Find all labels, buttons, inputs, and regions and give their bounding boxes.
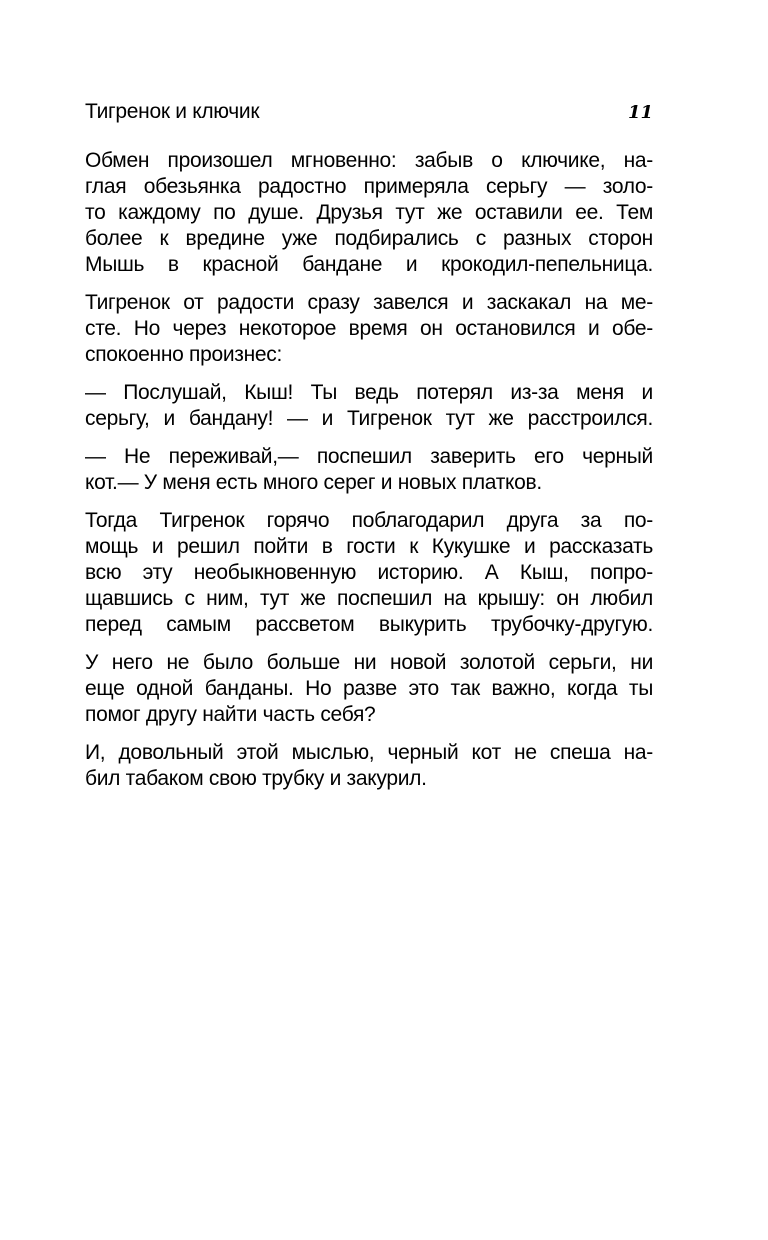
paragraph bbox=[85, 148, 653, 278]
paragraph bbox=[85, 508, 653, 638]
page-content bbox=[85, 99, 653, 792]
text-line: У него не было больше ни новой золотой серьги, ни bbox=[85, 651, 653, 674]
text-line: — Не переживай,— поспешил заверить его черный bbox=[85, 445, 653, 468]
body-text bbox=[85, 148, 653, 792]
text-line: всю эту необыкновенную историю. А Кыш, попро- bbox=[85, 561, 653, 584]
text-line: еще одной банданы. Но разве это так важно, когда ты bbox=[85, 677, 653, 700]
text-line: щавшись с ним, тут же поспешил на крышу: он любил bbox=[85, 587, 653, 610]
paragraph bbox=[85, 740, 653, 792]
page-number: 11 bbox=[627, 102, 653, 123]
text-line: Тигренок от радости сразу завелся и заскакал на ме- bbox=[85, 291, 653, 314]
text-line: кот.— У меня есть много серег и новых платков. bbox=[85, 471, 542, 494]
paragraph bbox=[85, 444, 653, 496]
text-line: — Послушай, Кыш! Ты ведь потерял из-за меня и bbox=[85, 381, 653, 404]
text-line: глая обезьянка радостно примеряла серьгу — золо- bbox=[85, 175, 653, 198]
text-line: серьгу, и бандану! — и Тигренок тут же расстроился. bbox=[85, 407, 653, 430]
text-line: перед самым рассветом выкурить трубочку-другую. bbox=[85, 613, 653, 636]
text-line: Мышь в красной бандане и крокодил-пепельница. bbox=[85, 253, 653, 276]
text-line: более к вредине уже подбирались с разных сторон bbox=[85, 227, 653, 250]
text-line: Обмен произошел мгновенно: забыв о ключике, на- bbox=[85, 149, 653, 172]
text-line: спокоенно произнес: bbox=[85, 343, 283, 366]
text-line: помог другу найти часть себя? bbox=[85, 703, 376, 726]
text-line: мощь и решил пойти в гости к Кукушке и рассказать bbox=[85, 535, 653, 558]
text-line: бил табаком свою трубку и закурил. bbox=[85, 767, 427, 790]
paragraph bbox=[85, 650, 653, 728]
text-line: И, довольный этой мыслью, черный кот не спеша на- bbox=[85, 741, 653, 764]
page-header bbox=[85, 99, 653, 125]
paragraph bbox=[85, 290, 653, 368]
text-line: Тогда Тигренок горячо поблагодарил друга за по- bbox=[85, 509, 653, 532]
text-line: сте. Но через некоторое время он остановился и обе- bbox=[85, 317, 653, 340]
paragraph bbox=[85, 380, 653, 432]
text-line: то каждому по душе. Друзья тут же оставили ее. Тем bbox=[85, 201, 653, 224]
running-title: Тигренок и ключик bbox=[85, 100, 260, 123]
